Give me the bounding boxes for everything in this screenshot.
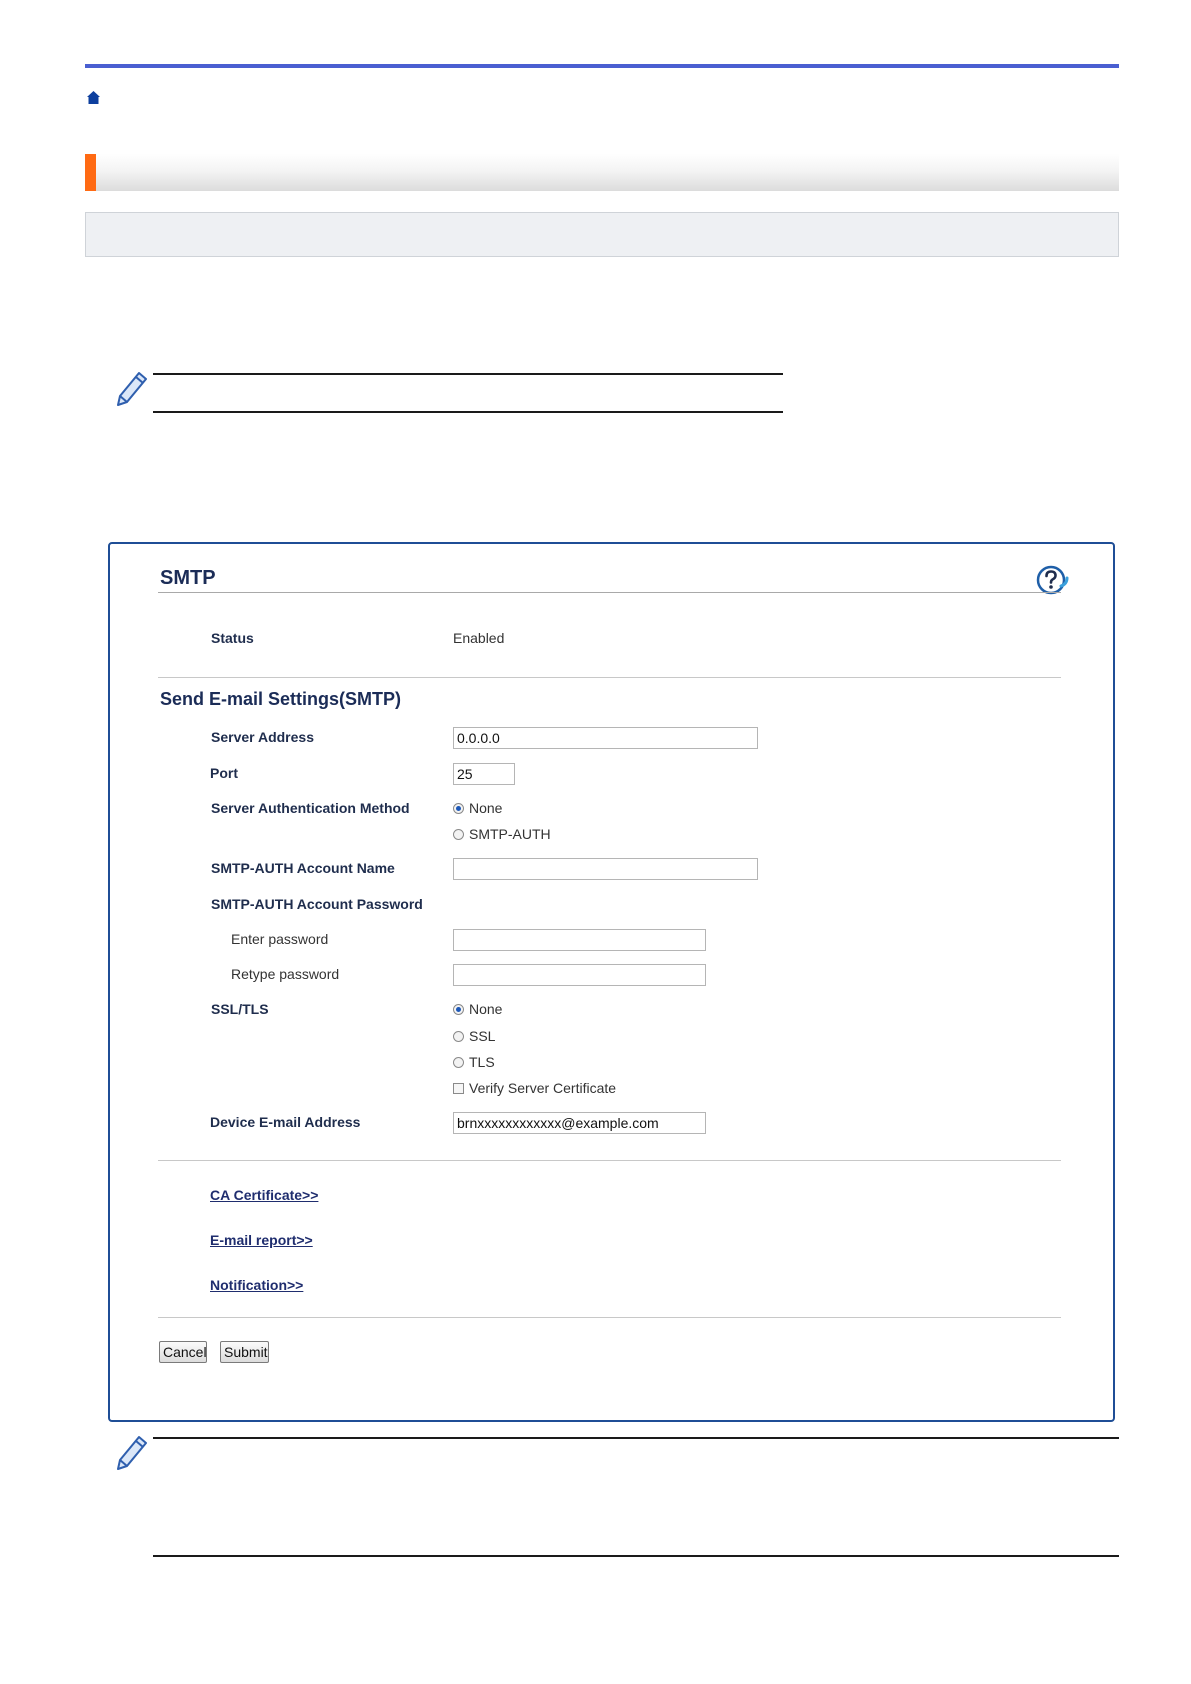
home-icon[interactable]	[86, 90, 101, 105]
breadcrumb-box	[85, 212, 1119, 257]
status-value: Enabled	[453, 630, 505, 646]
radio-selected-icon	[453, 1004, 464, 1015]
ssl-ssl-label: SSL	[469, 1028, 496, 1044]
title-accent	[85, 154, 96, 191]
ssl-tls-radio[interactable]	[453, 1054, 495, 1070]
retype-password-label: Retype password	[231, 966, 340, 982]
email-report-link[interactable]: E-mail report>>	[210, 1232, 313, 1248]
server-address-label: Server Address	[211, 729, 314, 745]
pencil-note-icon	[110, 1430, 152, 1472]
device-email-label: Device E-mail Address	[210, 1114, 361, 1130]
notification-link[interactable]: Notification>>	[210, 1277, 304, 1293]
radio-icon	[453, 829, 464, 840]
auth-smtp-auth-label: SMTP-AUTH	[469, 826, 551, 842]
verify-certificate-label: Verify Server Certificate	[469, 1080, 617, 1096]
top-rule	[85, 64, 1119, 68]
note2-rule-bottom	[153, 1555, 1119, 1557]
note2-rule-top	[153, 1437, 1119, 1439]
enter-password-input[interactable]	[453, 929, 706, 951]
account-password-label: SMTP-AUTH Account Password	[211, 896, 423, 912]
ssl-tls-label: SSL/TLS	[211, 1001, 269, 1017]
pencil-note-icon	[110, 366, 152, 408]
account-name-label: SMTP-AUTH Account Name	[211, 860, 395, 876]
section-title: Send E-mail Settings(SMTP)	[160, 689, 402, 709]
submit-button[interactable]: Submit	[220, 1341, 269, 1363]
ssl-tls-option-label: TLS	[469, 1054, 495, 1070]
title-bar	[85, 154, 1119, 191]
panel-title-divider	[158, 592, 1061, 593]
panel-title: SMTP	[160, 567, 216, 589]
port-label: Port	[210, 765, 238, 781]
status-divider	[158, 677, 1061, 678]
auth-method-label: Server Authentication Method	[211, 800, 410, 816]
account-name-input[interactable]	[453, 858, 758, 880]
checkbox-icon	[453, 1083, 464, 1094]
ca-certificate-link[interactable]: CA Certificate>>	[210, 1187, 319, 1203]
status-label: Status	[211, 630, 254, 646]
verify-certificate-checkbox[interactable]	[453, 1080, 616, 1096]
links-divider-bottom	[158, 1317, 1061, 1318]
note-rule-top	[153, 373, 783, 375]
auth-none-radio[interactable]	[453, 800, 502, 816]
radio-selected-icon	[453, 803, 464, 814]
radio-icon	[453, 1031, 464, 1042]
retype-password-input[interactable]	[453, 964, 706, 986]
auth-smtp-auth-radio[interactable]	[453, 826, 551, 842]
links-divider-top	[158, 1160, 1061, 1161]
ssl-ssl-radio[interactable]	[453, 1028, 495, 1044]
server-address-input[interactable]	[453, 727, 758, 749]
note-rule-bottom	[153, 411, 783, 413]
radio-icon	[453, 1057, 464, 1068]
auth-none-label: None	[469, 800, 503, 816]
enter-password-label: Enter password	[231, 931, 329, 947]
port-input[interactable]	[453, 763, 515, 785]
device-email-input[interactable]	[453, 1112, 706, 1134]
ssl-none-label: None	[469, 1001, 503, 1017]
ssl-none-radio[interactable]	[453, 1001, 502, 1017]
cancel-button[interactable]: Cancel	[159, 1341, 207, 1363]
